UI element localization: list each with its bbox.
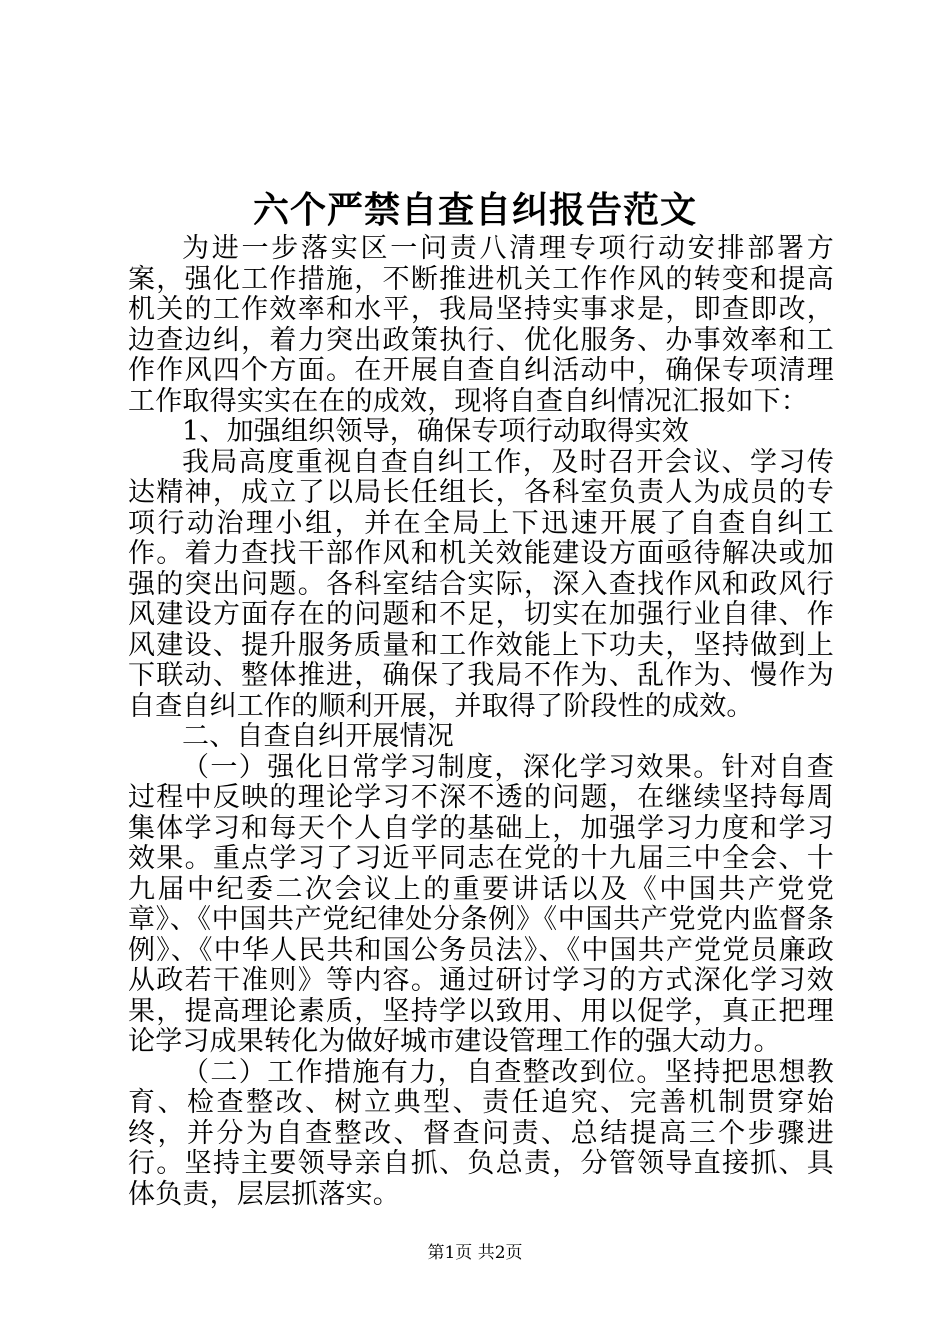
paragraph-section-1: 我局高度重视自查自纠工作，及时召开会议、学习传达精神，成立了以局长任组长，各科室负责人为成员的专项行动治理小组，并在全局上下迅速开展了自查自纠工作。着力查找干部作风和机关效能建设方面亟待解决或加强的突出问题。各科室结合实际，深入查找作风和政风行风建设方面存在的问题和不足，切实在加强行业自律、作风建设、提升服务质量和工作效能上下功夫，坚持做到上下联动、整体推进，确保了我局不作为、乱作为、慢作为自查自纠工作的顺利开展，并取得了阶段性的成效。 (128, 446, 834, 722)
heading-section-1: 1、加强组织领导，确保专项行动取得实效 (182, 416, 689, 447)
page-number-footer: 第1页 共2页 (427, 1243, 523, 1263)
document-title: 六个严禁自查自纠报告范文 (252, 189, 697, 231)
paragraph-intro: 为进一步落实区一问责八清理专项行动安排部署方案，强化工作措施，不断推进机关工作作风的转变和提高机关的工作效率和水平，我局坚持实事求是，即查即改，边查边纠，着力突出政策执行、优化服务、办事效率和工作作风四个方面。在开展自查自纠活动中，确保专项清理工作取得实实在在的成效，现将自查自纠情况汇报如下： (128, 233, 834, 417)
paragraph-subsection-1: （一）强化日常学习制度，深化学习效果。针对自查过程中反映的理论学习不深不透的问题，在继续坚持每周集体学习和每天个人自学的基础上，加强学习力度和学习效果。重点学习了习近平同志在党的十九届三中全会、十九届中纪委二次会议上的重要讲话以及《中国共产党党章》、《中国共产党纪律处分条例》《中国共产党党内监督条例》、《中华人民共和国公务员法》、《中国共产党党员廉政从政若干准则》等内容。通过研讨学习的方式深化学习效果，提高理论素质，坚持学以致用、用以促学，真正把理论学习成果转化为做好城市建设管理工作的强大动力。 (128, 751, 834, 1057)
paragraph-subsection-2: （二）工作措施有力，自查整改到位。坚持把思想教育、检查整改、树立典型、责任追究、完善机制贯穿始终，并分为自查整改、督查问责、总结提高三个步骤进行。坚持主要领导亲自抓、负总责，分管领导直接抓、具体负责，层层抓落实。 (128, 1056, 834, 1210)
document-body (128, 234, 834, 1210)
heading-section-2: 二、自查自纠开展情况 (182, 721, 454, 752)
